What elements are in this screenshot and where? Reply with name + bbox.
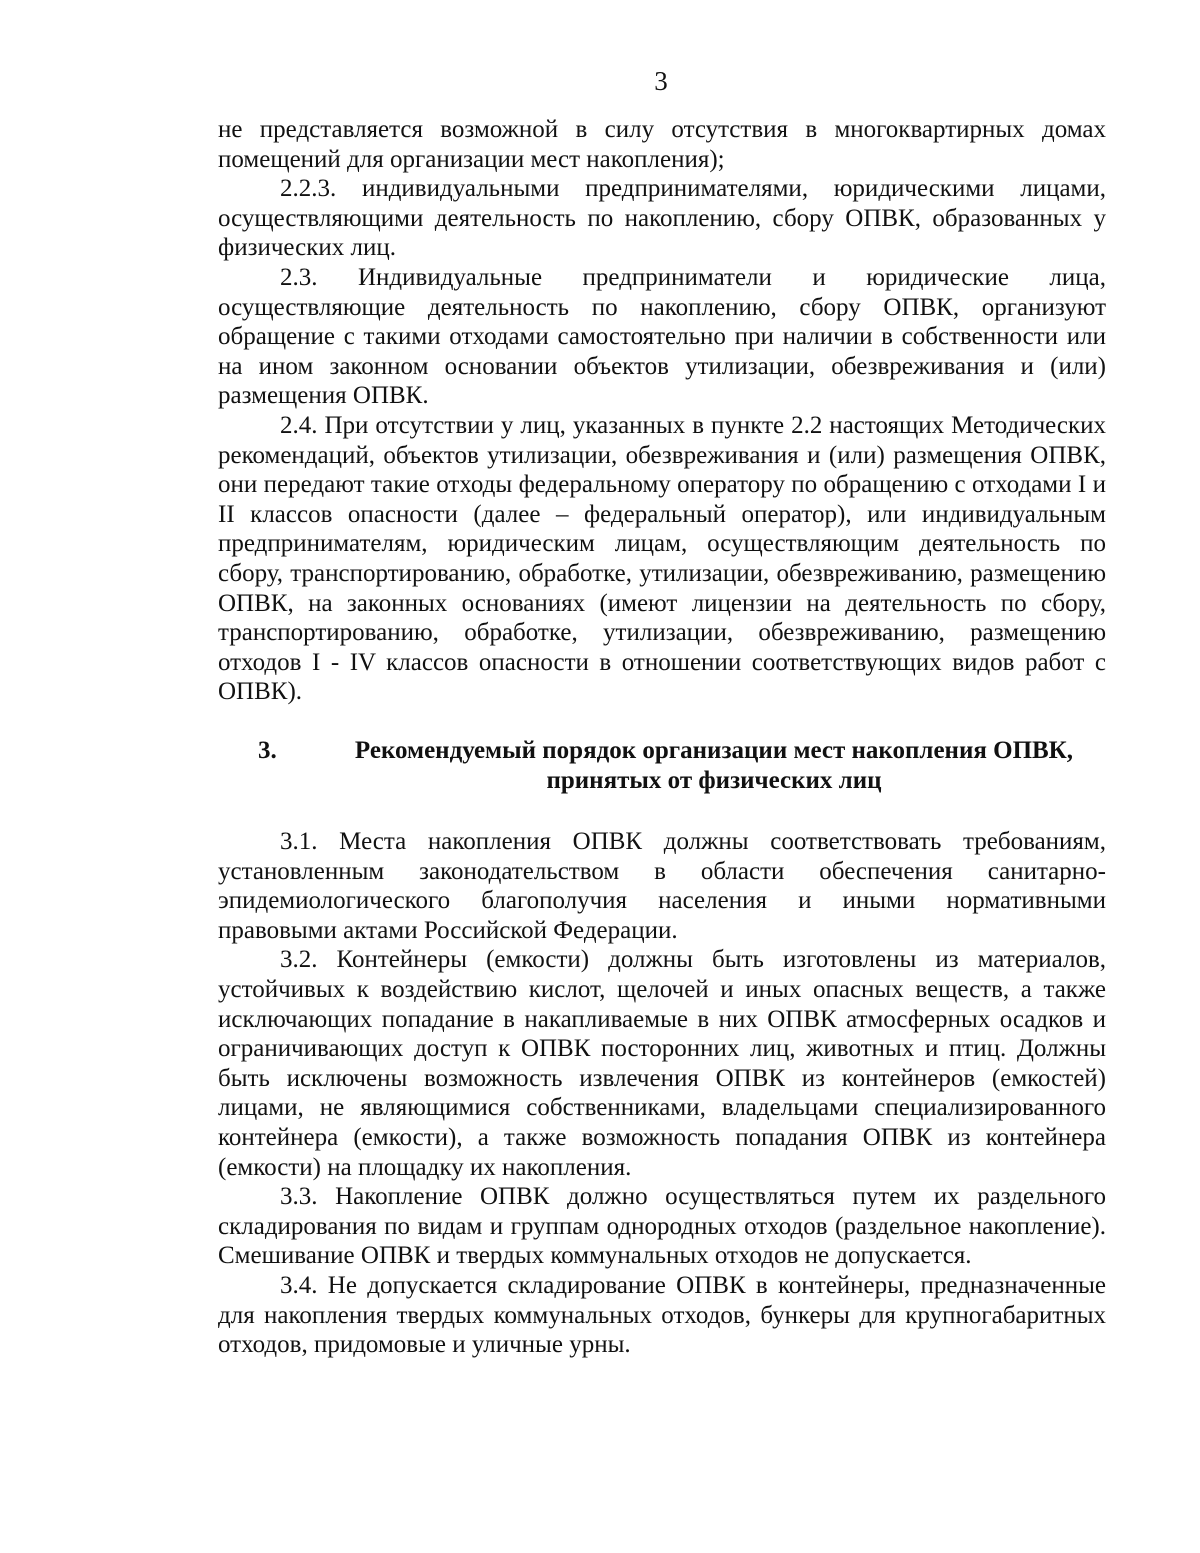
section-3-number: 3.: [258, 737, 277, 764]
body-text-top: [218, 115, 1106, 707]
paragraph-3-1: 3.1. Места накопления ОПВК должны соответствовать требованиям, установленным законодательством в области обеспечения санитарно-эпидемиологического благополучия населения и иными нормативными правовыми актами Российской Федерации.: [218, 828, 1106, 944]
paragraph-2-3: 2.3. Индивидуальные предприниматели и юридические лица, осуществляющие деятельность по накоплению, сбору ОПВК, организуют обращение с такими отходами самостоятельно при наличии в собственности или на ином законном основании объектов утилизации, обезвреживания и (или) размещения ОПВК.: [218, 263, 1106, 410]
section-3-title-line-2: принятых от физических лиц: [546, 767, 882, 794]
paragraph-continuation: не представляется возможной в силу отсутствия в многоквартирных домах помещений для организации мест накопления);: [218, 116, 1106, 173]
paragraph-3-4: 3.4. Не допускается складирование ОПВК в контейнеры, предназначенные для накопления твердых коммунальных отходов, бункеры для крупногабаритных отходов, придомовые и уличные урны.: [218, 1271, 1106, 1359]
paragraph-2-4: 2.4. При отсутствии у лиц, указанных в пункте 2.2 настоящих Методических рекомендаций, объектов утилизации, обезвреживания и (или) размещения ОПВК, они передают такие отходы федеральному оператору по обращению с отходами I и II классов опасности (далее – федеральный оператор), или индивидуальным предпринимателям, юридическим лицам, осуществляющим деятельность по сбору, транспортированию, обработке, утилизации, обезвреживанию, размещению ОПВК, на законных основаниях (имеют лицензии на деятельность по сбору, транспортированию, обработке, утилизации, обезвреживанию, размещению отходов I - IV классов опасности в отношении соответствующих видов работ с ОПВК).: [218, 411, 1106, 706]
body-text-bottom: [218, 827, 1106, 1360]
page-number: 3: [654, 66, 668, 96]
section-3-title-line-1: Рекомендуемый порядок организации мест накопления ОПВК,: [354, 737, 1074, 764]
paragraph-2-2-3: 2.2.3. индивидуальными предпринимателями, юридическими лицами, осуществляющими деятельность по накоплению, сбору ОПВК, образованных у физических лиц.: [218, 175, 1106, 262]
paragraph-3-2: 3.2. Контейнеры (емкости) должны быть изготовлены из материалов, устойчивых к воздействию кислот, щелочей и иных опасных веществ, а также исключающих попадание в накапливаемые в них ОПВК атмосферных осадков и ограничивающих доступ к ОПВК посторонних лиц, животных и птиц. Должны быть исключены возможность извлечения ОПВК из контейнеров (емкостей) лицами, не являющимися собственниками, владельцами специализированного контейнера (емкости), а также возможность попадания ОПВК из контейнера (емкости) на площадку их накопления.: [218, 946, 1106, 1181]
section-3-heading: [218, 736, 1106, 796]
section-3-title: [322, 736, 1106, 796]
paragraph-3-3: 3.3. Накопление ОПВК должно осуществляться путем их раздельного складирования по видам и группам однородных отходов (раздельное накопление). Смешивание ОПВК и твердых коммунальных отходов не допускается.: [218, 1183, 1106, 1270]
